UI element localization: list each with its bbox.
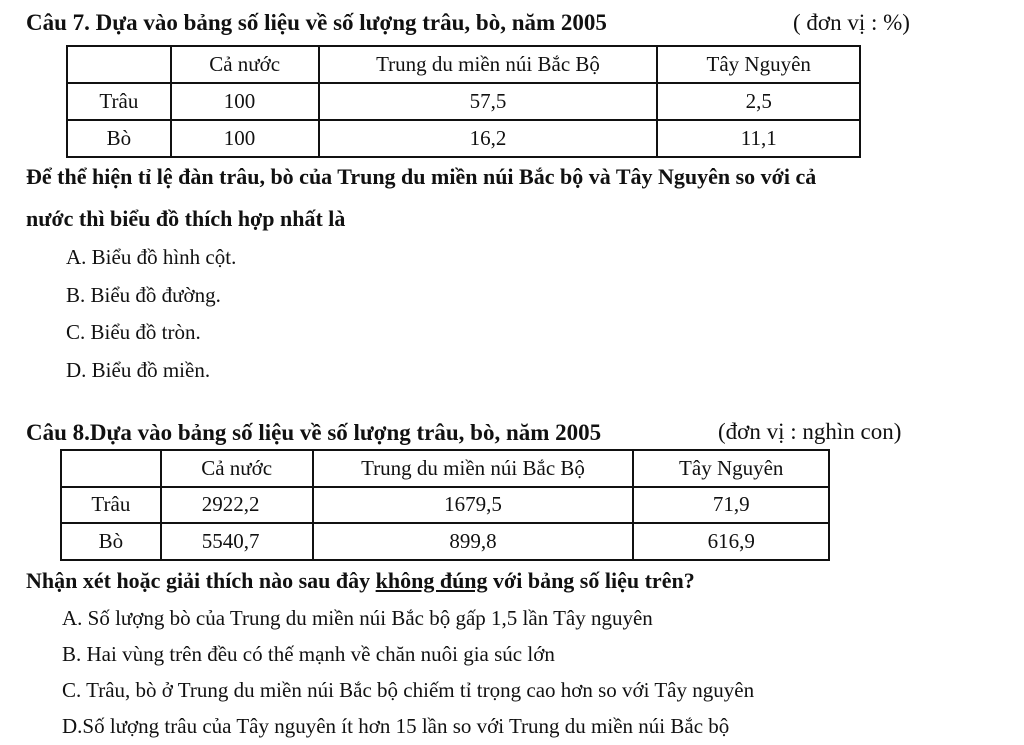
table-header-cell: Trung du miền núi Bắc Bộ [313, 450, 634, 487]
q8-title: Câu 8.Dựa vào bảng số liệu về số lượng trâu, bò, năm 2005 [26, 420, 602, 445]
table-cell: 100 [171, 83, 319, 120]
q8-option-a: A. Số lượng bò của Trung du miền núi Bắc bộ gấp 1,5 lần Tây nguyên [62, 606, 653, 630]
table-row [67, 120, 860, 157]
table-header-cell: Cả nước [171, 46, 319, 83]
table-row [61, 450, 829, 487]
q8-option-c: C. Trâu, bò ở Trung du miền núi Bắc bộ chiếm tỉ trọng cao hơn so với Tây nguyên [62, 678, 755, 702]
table-cell: 899,8 [313, 523, 634, 560]
q8-option-b: B. Hai vùng trên đều có thế mạnh về chăn nuôi gia súc lớn [62, 642, 555, 666]
table-cell: 1679,5 [313, 487, 634, 524]
table-row [61, 523, 829, 560]
table-header-cell: Trung du miền núi Bắc Bộ [319, 46, 658, 83]
table-cell: 71,9 [633, 487, 829, 524]
q7-question-line2: nước thì biểu đồ thích hợp nhất là [26, 206, 346, 231]
table-header-cell [67, 46, 171, 83]
q7-option-b: B. Biểu đồ đường. [66, 283, 221, 307]
table-cell: 616,9 [633, 523, 829, 560]
q7-unit: ( đơn vị : %) [793, 10, 910, 35]
table-row [61, 487, 829, 524]
q7-title: Câu 7. Dựa vào bảng số liệu về số lượng trâu, bò, năm 2005 [26, 10, 607, 35]
table-cell: 2,5 [657, 83, 860, 120]
q8-table [60, 449, 830, 561]
q7-option-c: C. Biểu đồ tròn. [66, 320, 201, 344]
q8-option-d: D.Số lượng trâu của Tây nguyên ít hơn 15 lần so với Trung du miền núi Bắc bộ [62, 714, 730, 738]
table-cell: 57,5 [319, 83, 658, 120]
row-label-cell: Bò [67, 120, 171, 157]
table-row [67, 83, 860, 120]
table-header-cell: Tây Nguyên [657, 46, 860, 83]
table-header-cell [61, 450, 161, 487]
q8-question-emphasis: không đúng [375, 568, 488, 593]
row-label-cell: Bò [61, 523, 161, 560]
row-label-cell: Trâu [61, 487, 161, 524]
table-cell: 2922,2 [161, 487, 313, 524]
q8-question-pre: Nhận xét hoặc giải thích nào sau đây [26, 568, 376, 593]
table-cell: 11,1 [657, 120, 860, 157]
q8-question-post: với bảng số liệu trên? [487, 568, 695, 593]
row-label-cell: Trâu [67, 83, 171, 120]
table-row [67, 46, 860, 83]
table-cell: 100 [171, 120, 319, 157]
q7-table [66, 45, 861, 158]
q7-option-a: A. Biểu đồ hình cột. [66, 245, 237, 269]
q8-unit: (đơn vị : nghìn con) [718, 419, 902, 444]
q7-question-line1: Để thể hiện tỉ lệ đàn trâu, bò của Trung du miền núi Bắc bộ và Tây Nguyên so với cả [26, 164, 817, 189]
table-cell: 16,2 [319, 120, 658, 157]
q8-question [26, 568, 695, 594]
table-cell: 5540,7 [161, 523, 313, 560]
q7-option-d: D. Biểu đồ miền. [66, 358, 211, 382]
table-header-cell: Cả nước [161, 450, 313, 487]
table-header-cell: Tây Nguyên [633, 450, 829, 487]
